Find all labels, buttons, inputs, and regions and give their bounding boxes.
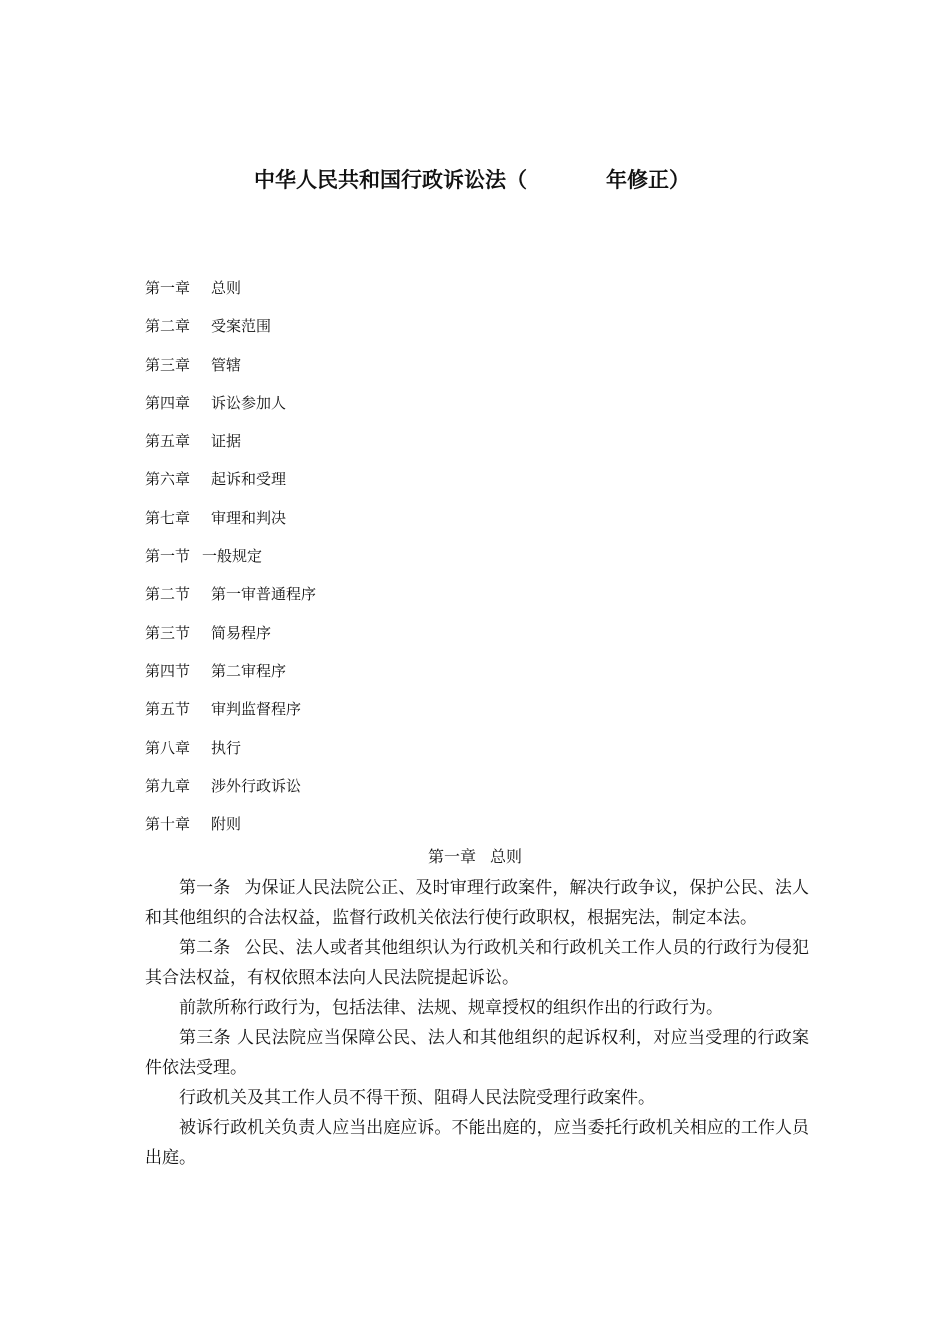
toc-item [145, 316, 316, 354]
toc-item-number: 第九章 [145, 776, 191, 795]
toc-item-number: 第十章 [145, 815, 191, 834]
chapter-number: 第一章 [427, 847, 476, 866]
toc-item-title: 涉外行政诉讼 [211, 776, 302, 795]
toc-item [145, 431, 316, 469]
toc-item-title: 管辖 [211, 355, 242, 374]
toc-item [145, 393, 316, 431]
toc-item [145, 738, 316, 776]
article-number: 第三条 [179, 1028, 232, 1048]
paragraph-text: 人民法院应当保障公民、法人和其他组织的起诉权利，对应当受理的行政案件依法受理。 [145, 1028, 810, 1078]
toc-item-title: 审理和判决 [211, 508, 287, 527]
article-paragraph [145, 873, 809, 933]
paragraph [145, 993, 809, 1023]
toc-item-title: 附则 [211, 815, 242, 834]
toc-item-number: 第八章 [145, 738, 191, 757]
toc-item-title: 受案范围 [211, 317, 272, 336]
toc-item-title: 第二审程序 [211, 661, 287, 680]
toc-item [145, 776, 316, 814]
toc-item [145, 699, 316, 737]
article-paragraph [145, 1023, 809, 1083]
chapter-heading [0, 846, 950, 868]
title-main: 中华人民共和国行政诉讼法（ [254, 168, 527, 192]
toc-item-title: 诉讼参加人 [211, 393, 287, 412]
table-of-contents [145, 278, 316, 852]
paragraph [145, 1113, 809, 1173]
toc-item-title: 简易程序 [211, 623, 272, 642]
toc-item-number: 第二章 [145, 317, 191, 336]
toc-item-number: 第二节 [145, 585, 191, 604]
toc-item [145, 469, 316, 507]
toc-item-title: 总则 [211, 279, 242, 297]
article-paragraph [145, 933, 809, 993]
paragraph-text: 被诉行政机关负责人应当出庭应诉。不能出庭的，应当委托行政机关相应的工作人员出庭。 [145, 1118, 809, 1168]
toc-item-title: 一般规定 [202, 547, 263, 566]
toc-item-title: 执行 [211, 738, 242, 757]
document-body [145, 873, 809, 1173]
toc-item [145, 278, 316, 316]
toc-item-number: 第四章 [145, 393, 191, 412]
toc-item-number: 第四节 [145, 661, 191, 680]
toc-item [145, 661, 316, 699]
toc-item [145, 508, 316, 546]
toc-item-number: 第三章 [145, 355, 191, 374]
chapter-name: 总则 [490, 847, 523, 866]
paragraph-text: 前款所称行政行为，包括法律、法规、规章授权的组织作出的行政行为。 [179, 998, 723, 1018]
toc-item-number: 第三节 [145, 623, 191, 642]
toc-item-title: 第一审普通程序 [211, 585, 317, 604]
toc-item-number: 第一节 [145, 547, 191, 566]
toc-item-title: 起诉和受理 [211, 470, 287, 489]
toc-item-number: 第七章 [145, 508, 191, 527]
toc-item-title: 证据 [211, 432, 242, 451]
toc-item [145, 584, 316, 622]
paragraph-text: 公民、法人或者其他组织认为行政机关和行政机关工作人员的行政行为侵犯其合法权益，有权依照本法向人民法院提起诉讼。 [145, 938, 809, 988]
toc-item [145, 546, 316, 584]
toc-item-number: 第五节 [145, 700, 191, 719]
paragraph [145, 1083, 809, 1113]
title-suffix: 年修正） [606, 168, 690, 192]
article-number: 第二条 [179, 938, 231, 958]
toc-item-title: 审判监督程序 [211, 700, 302, 719]
toc-item-number: 第五章 [145, 432, 191, 451]
toc-item [145, 623, 316, 661]
toc-item-number: 第六章 [145, 470, 191, 489]
paragraph-text: 行政机关及其工作人员不得干预、阻碍人民法院受理行政案件。 [179, 1088, 655, 1108]
toc-item [145, 355, 316, 393]
paragraph-text: 为保证人民法院公正、及时审理行政案件，解决行政争议，保护公民、法人和其他组织的合法权益，监督行政机关依法行使行政职权，根据宪法，制定本法。 [145, 878, 809, 928]
article-number: 第一条 [179, 878, 231, 898]
toc-item-number: 第一章 [145, 279, 191, 297]
